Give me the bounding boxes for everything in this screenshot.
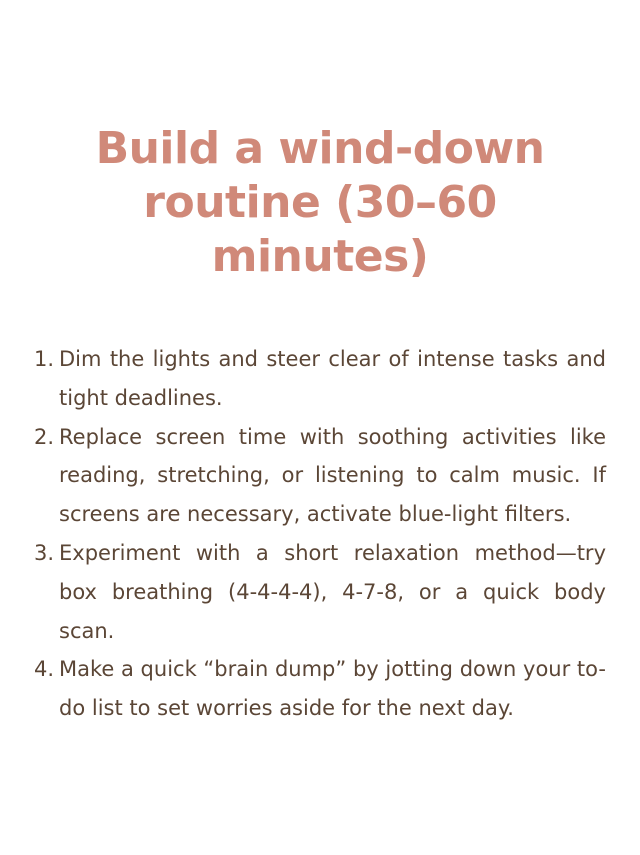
page-title: Build a wind-down routine (30–60 minutes) bbox=[95, 123, 545, 282]
step-number: 2. bbox=[34, 424, 55, 449]
step-number: 4. bbox=[34, 657, 55, 682]
step-text: Replace screen time with soothing activities like reading, stretching, or listening to calm music. If screens are necessary, activate blue-light filters. bbox=[59, 424, 606, 527]
list-item bbox=[34, 340, 606, 418]
list-item bbox=[34, 418, 606, 534]
step-text: Dim the lights and steer clear of intense tasks and tight deadlines. bbox=[59, 347, 606, 410]
step-text: Experiment with a short relaxation method—try box breathing (4-4-4-4), 4-7-8, or a quick body scan. bbox=[59, 540, 606, 643]
step-text: Make a quick “brain dump” by jotting down your to-do list to set worries aside for the next day. bbox=[59, 657, 606, 721]
list-item bbox=[34, 650, 606, 728]
list-item bbox=[34, 534, 606, 650]
step-number: 3. bbox=[34, 540, 55, 565]
step-number: 1. bbox=[34, 347, 55, 371]
steps-list bbox=[34, 340, 606, 728]
